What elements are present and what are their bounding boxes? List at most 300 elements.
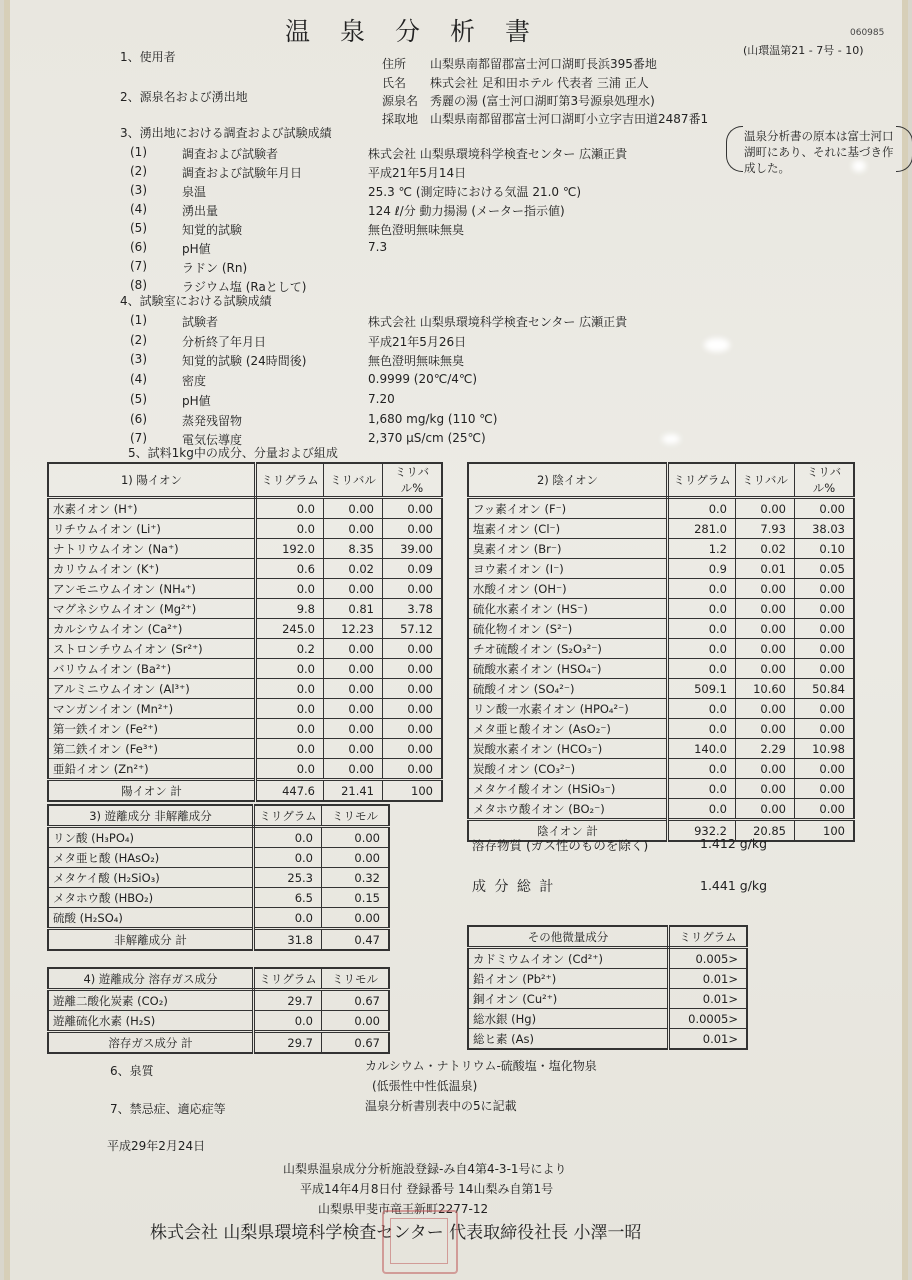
component-value: 245.0 xyxy=(256,619,324,639)
table-row xyxy=(48,599,442,619)
table-row xyxy=(468,948,747,969)
component-name: 塩素イオン (Cl⁻) xyxy=(468,519,668,539)
sec3-list-item-key: 調査および試験年月日 xyxy=(182,166,303,180)
component-value: 0.01> xyxy=(669,1029,748,1050)
component-value: 0.00 xyxy=(736,759,795,779)
table-header-cell: 3) 遊離成分 非解離成分 xyxy=(48,805,254,827)
table-row xyxy=(468,1029,747,1050)
table-header-cell: ミリバル xyxy=(324,463,383,498)
component-name: カリウムイオン (K⁺) xyxy=(48,559,256,579)
total-value: 21.41 xyxy=(324,780,383,802)
component-value: 0.0 xyxy=(668,799,736,820)
component-value: 9.8 xyxy=(256,599,324,619)
sec3-list-item-key: 調査および試験者 xyxy=(182,147,279,161)
component-value: 0.00 xyxy=(383,519,443,539)
dissolved-matter-label: 溶存物質 (ガス性のものを除く) xyxy=(472,838,649,853)
table-row xyxy=(468,699,854,719)
total-label: 陰イオン 計 xyxy=(468,820,668,842)
table-row xyxy=(48,639,442,659)
component-value: 0.09 xyxy=(383,559,443,579)
component-name: ヨウ素イオン (I⁻) xyxy=(468,559,668,579)
trace-components-table xyxy=(467,925,748,1050)
component-name: メタホウ酸イオン (BO₂⁻) xyxy=(468,799,668,820)
table-header-cell: ミリバル% xyxy=(795,463,855,498)
component-value: 1.2 xyxy=(668,539,736,559)
component-name: 硫化水素イオン (HS⁻) xyxy=(468,599,668,619)
table-row xyxy=(48,659,442,679)
component-name: 遊離二酸化炭素 (CO₂) xyxy=(48,990,254,1011)
component-value: 0.0 xyxy=(254,908,322,929)
sec2-label: 2、源泉名および湧出地 xyxy=(120,90,248,104)
total-value: 0.67 xyxy=(322,1032,390,1054)
component-value: 0.00 xyxy=(383,639,443,659)
component-value: 0.00 xyxy=(795,599,855,619)
table-header-cell: ミリモル xyxy=(322,968,390,990)
table-total-row xyxy=(48,780,442,802)
sec3-list-item-val: 平成21年5月14日 xyxy=(368,166,467,180)
table-header-cell: ミリグラム xyxy=(668,463,736,498)
table-row xyxy=(468,579,854,599)
component-value: 0.00 xyxy=(383,699,443,719)
company-seal xyxy=(382,1210,458,1274)
reference-number: (山環温第21 - 7号 - 10) xyxy=(743,44,864,57)
sec3-list-item-no: (2) xyxy=(130,164,147,178)
component-value: 0.00 xyxy=(324,699,383,719)
component-name: 炭酸水素イオン (HCO₃⁻) xyxy=(468,739,668,759)
component-value: 0.00 xyxy=(322,827,390,848)
component-value: 0.15 xyxy=(322,888,390,908)
component-value: 281.0 xyxy=(668,519,736,539)
component-value: 50.84 xyxy=(795,679,855,699)
component-value: 0.0005> xyxy=(669,1009,748,1029)
sec1-name-value: 株式会社 足和田ホテル 代表者 三浦 正人 xyxy=(430,76,649,90)
table-total-row xyxy=(48,929,389,951)
component-value: 0.00 xyxy=(736,498,795,519)
table-header-cell: 1) 陽イオン xyxy=(48,463,256,498)
component-name: リン酸 (H₃PO₄) xyxy=(48,827,254,848)
component-name: 亜鉛イオン (Zn²⁺) xyxy=(48,759,256,780)
table-header-cell: ミリグラム xyxy=(669,926,748,948)
component-value: 140.0 xyxy=(668,739,736,759)
component-value: 8.35 xyxy=(324,539,383,559)
component-value: 509.1 xyxy=(668,679,736,699)
table-header-cell: その他微量成分 xyxy=(468,926,669,948)
sec4-list-item-val: 7.20 xyxy=(368,391,395,406)
table-header-row xyxy=(48,968,389,990)
component-value: 0.0 xyxy=(668,619,736,639)
total-label: 陽イオン 計 xyxy=(48,780,256,802)
table-total-row xyxy=(48,1032,389,1054)
component-name: カルシウムイオン (Ca²⁺) xyxy=(48,619,256,639)
sec4-list-item-val: 株式会社 山梨県環境科学検査センター 広瀬正貴 xyxy=(368,315,628,329)
sec1-address-value: 山梨県南都留郡富士河口湖町長浜395番地 xyxy=(430,57,657,71)
component-value: 0.00 xyxy=(795,719,855,739)
component-value: 0.00 xyxy=(736,579,795,599)
component-value: 0.00 xyxy=(795,639,855,659)
document-number: 060985 xyxy=(850,28,885,38)
component-value: 0.00 xyxy=(795,659,855,679)
table-row xyxy=(48,539,442,559)
sec2-source-key: 源泉名 xyxy=(382,94,419,108)
footer-registration-number: 平成14年4月8日付 登録番号 14山梨み自第1号 xyxy=(300,1182,554,1196)
table-row xyxy=(468,498,854,519)
component-value: 0.0 xyxy=(256,679,324,699)
component-value: 0.0 xyxy=(256,519,324,539)
dissolved-matter-value: 1.412 g/kg xyxy=(700,836,768,851)
component-value: 0.0 xyxy=(668,659,736,679)
component-name: アンモニウムイオン (NH₄⁺) xyxy=(48,579,256,599)
component-name: メタケイ酸イオン (HSiO₃⁻) xyxy=(468,779,668,799)
component-name: 銅イオン (Cu²⁺) xyxy=(468,989,669,1009)
component-name: マンガンイオン (Mn²⁺) xyxy=(48,699,256,719)
component-value: 0.0 xyxy=(254,827,322,848)
component-value: 0.0 xyxy=(668,579,736,599)
sec3-list-item-val: 株式会社 山梨県環境科学検査センター 広瀬正貴 xyxy=(368,147,628,161)
table-row xyxy=(48,888,389,908)
table-header-cell: ミリグラム xyxy=(256,463,324,498)
component-name: 遊離硫化水素 (H₂S) xyxy=(48,1011,254,1032)
table-row xyxy=(468,1009,747,1029)
total-value: 0.47 xyxy=(322,929,390,951)
note-bracket-left xyxy=(726,126,743,172)
table-row xyxy=(48,559,442,579)
component-value: 0.01 xyxy=(736,559,795,579)
table-row xyxy=(468,599,854,619)
table-row xyxy=(468,739,854,759)
sec3-list-item-no: (5) xyxy=(130,221,147,235)
sec4-list-item-key: 蒸発残留物 xyxy=(182,413,243,428)
total-value: 447.6 xyxy=(256,780,324,802)
component-value: 0.00 xyxy=(324,759,383,780)
component-value: 0.0 xyxy=(668,639,736,659)
component-value: 0.00 xyxy=(324,719,383,739)
table-row xyxy=(468,619,854,639)
table-header-row xyxy=(48,805,389,827)
component-value: 0.00 xyxy=(795,699,855,719)
table-row xyxy=(48,498,442,519)
component-value: 0.00 xyxy=(736,599,795,619)
table-row xyxy=(468,559,854,579)
sec3-list-item-no: (7) xyxy=(130,259,147,273)
component-value: 0.0 xyxy=(256,659,324,679)
sec4-list-item-no: (7) xyxy=(130,431,147,446)
sec3-list-item-no: (3) xyxy=(130,183,147,197)
sec3-list-item-val: 124 ℓ/分 動力揚湯 (メーター指示値) xyxy=(368,204,565,218)
component-value: 0.00 xyxy=(324,498,383,519)
component-value: 57.12 xyxy=(383,619,443,639)
component-value: 39.00 xyxy=(383,539,443,559)
component-value: 10.60 xyxy=(736,679,795,699)
sec3-list-item-key: 泉温 xyxy=(182,185,207,199)
note-bracket-right xyxy=(896,126,912,172)
table-row xyxy=(468,779,854,799)
total-value: 100 xyxy=(795,820,855,842)
total-label: 非解離成分 計 xyxy=(48,929,254,951)
sec4-list-item-no: (6) xyxy=(130,411,147,426)
component-value: 0.0 xyxy=(256,579,324,599)
component-value: 0.00 xyxy=(383,759,443,780)
total-components-value: 1.441 g/kg xyxy=(700,878,768,893)
component-name: カドミウムイオン (Cd²⁺) xyxy=(468,948,669,969)
sec2-source-value: 秀麗の湯 (富士河口湖町第3号源泉処理水) xyxy=(430,94,655,108)
table-row xyxy=(48,619,442,639)
component-value: 0.00 xyxy=(324,579,383,599)
component-value: 0.00 xyxy=(736,619,795,639)
component-value: 0.0 xyxy=(256,759,324,780)
component-value: 0.0 xyxy=(668,699,736,719)
component-name: メタホウ酸 (HBO₂) xyxy=(48,888,254,908)
component-name: 炭酸イオン (CO₃²⁻) xyxy=(468,759,668,779)
component-value: 0.6 xyxy=(256,559,324,579)
component-value: 0.05 xyxy=(795,559,855,579)
component-name: 臭素イオン (Br⁻) xyxy=(468,539,668,559)
footer-address: 山梨県甲斐市竜王新町2277-12 xyxy=(318,1202,489,1216)
component-value: 29.7 xyxy=(254,990,322,1011)
sec3-list-item-no: (6) xyxy=(130,240,147,254)
component-name: チオ硫酸イオン (S₂O₃²⁻) xyxy=(468,639,668,659)
sec3-list-item-val: 無色澄明無味無臭 xyxy=(368,223,465,237)
light-glare xyxy=(662,434,680,444)
table-row xyxy=(468,759,854,779)
spring-quality-value: カルシウム・ナトリウム-硫酸塩・塩化物泉 xyxy=(365,1059,597,1073)
table-row xyxy=(48,1011,389,1032)
component-value: 0.00 xyxy=(322,1011,390,1032)
table-row xyxy=(468,519,854,539)
component-name: 硫酸イオン (SO₄²⁻) xyxy=(468,679,668,699)
table-header-row xyxy=(468,463,854,498)
table-row xyxy=(48,699,442,719)
component-name: メタ亜ヒ酸 (HAsO₂) xyxy=(48,848,254,868)
sec4-list-item-key: 分析終了年月日 xyxy=(182,334,267,349)
component-value: 0.00 xyxy=(795,579,855,599)
spring-quality-sub: (低張性中性低温泉) xyxy=(372,1079,478,1093)
sec3-list-item-key: ラドン (Rn) xyxy=(182,261,248,275)
sec3-list-item-key: ラジウム塩 (Raとして) xyxy=(182,280,307,294)
component-value: 0.0 xyxy=(668,779,736,799)
component-name: 鉛イオン (Pb²⁺) xyxy=(468,969,669,989)
component-value: 0.00 xyxy=(322,908,390,929)
component-value: 0.02 xyxy=(324,559,383,579)
component-value: 7.93 xyxy=(736,519,795,539)
sec6-label: 6、泉質 xyxy=(110,1064,154,1078)
component-name: 第二鉄イオン (Fe³⁺) xyxy=(48,739,256,759)
table-row xyxy=(468,719,854,739)
component-value: 0.0 xyxy=(256,699,324,719)
table-row xyxy=(48,679,442,699)
table-header-cell: ミリバル xyxy=(736,463,795,498)
component-value: 0.2 xyxy=(256,639,324,659)
component-value: 0.00 xyxy=(736,659,795,679)
total-value: 20.85 xyxy=(736,820,795,842)
component-name: ナトリウムイオン (Na⁺) xyxy=(48,539,256,559)
sec4-list-item-key: 知覚的試験 (24時間後) xyxy=(182,354,307,369)
dissolved-gas-table xyxy=(47,967,390,1054)
table-row xyxy=(48,739,442,759)
component-name: リチウムイオン (Li⁺) xyxy=(48,519,256,539)
footer-registration: 山梨県温泉成分分析施設登録-み自4第4-3-1号により xyxy=(283,1162,567,1176)
component-name: リン酸一水素イオン (HPO₄²⁻) xyxy=(468,699,668,719)
sec1-address-key: 住所 xyxy=(382,57,407,71)
component-value: 0.0 xyxy=(254,848,322,868)
sec4-list-item-no: (3) xyxy=(130,352,147,367)
sec4-list-item-key: 密度 xyxy=(182,374,207,389)
component-value: 0.02 xyxy=(736,539,795,559)
component-value: 0.00 xyxy=(736,779,795,799)
component-name: メタ亜ヒ酸イオン (AsO₂⁻) xyxy=(468,719,668,739)
component-value: 0.00 xyxy=(324,659,383,679)
component-value: 0.00 xyxy=(736,799,795,820)
total-value: 31.8 xyxy=(254,929,322,951)
component-value: 12.23 xyxy=(324,619,383,639)
component-value: 3.78 xyxy=(383,599,443,619)
component-value: 6.5 xyxy=(254,888,322,908)
component-name: 硫酸水素イオン (HSO₄⁻) xyxy=(468,659,668,679)
component-value: 0.00 xyxy=(324,639,383,659)
component-value: 0.00 xyxy=(324,739,383,759)
sec4-list-item-key: 試験者 xyxy=(182,315,219,329)
component-value: 0.00 xyxy=(383,739,443,759)
component-value: 25.3 xyxy=(254,868,322,888)
table-header-cell: 4) 遊離成分 溶存ガス成分 xyxy=(48,968,254,990)
original-note xyxy=(718,124,912,174)
table-row xyxy=(48,579,442,599)
component-value: 0.00 xyxy=(324,679,383,699)
component-value: 0.0 xyxy=(254,1011,322,1032)
cation-table xyxy=(47,462,443,802)
sec4-list-item-no: (1) xyxy=(130,313,147,327)
document-sheet xyxy=(4,0,908,1280)
original-note-text: 温泉分析書の原本は富士河口湖町にあり、それに基づき作成した。 xyxy=(744,129,894,175)
sec3-list-item-no: (4) xyxy=(130,202,147,216)
component-value: 0.00 xyxy=(795,799,855,820)
table-row xyxy=(48,827,389,848)
component-value: 0.10 xyxy=(795,539,855,559)
component-name: 硫酸 (H₂SO₄) xyxy=(48,908,254,929)
document-title: 温泉分析書 xyxy=(285,17,561,46)
component-value: 0.81 xyxy=(324,599,383,619)
non-dissociated-table xyxy=(47,804,390,951)
component-value: 0.00 xyxy=(383,498,443,519)
total-value: 29.7 xyxy=(254,1032,322,1054)
component-name: バリウムイオン (Ba²⁺) xyxy=(48,659,256,679)
total-value: 932.2 xyxy=(668,820,736,842)
component-value: 0.00 xyxy=(324,519,383,539)
table-header-cell: ミリグラム xyxy=(254,805,322,827)
component-name: 硫化物イオン (S²⁻) xyxy=(468,619,668,639)
component-value: 0.0 xyxy=(668,719,736,739)
component-value: 0.0 xyxy=(256,719,324,739)
sec4-list-item-key: pH値 xyxy=(182,393,211,408)
component-value: 0.00 xyxy=(322,848,390,868)
component-value: 192.0 xyxy=(256,539,324,559)
component-name: 水酸イオン (OH⁻) xyxy=(468,579,668,599)
component-value: 0.005> xyxy=(669,948,748,969)
component-value: 0.0 xyxy=(256,498,324,519)
sec3-list-item-key: pH値 xyxy=(182,242,211,256)
sec3-list-item-val: 25.3 ℃ (測定時における気温 21.0 ℃) xyxy=(368,185,582,199)
component-name: メタケイ酸 (H₂SiO₃) xyxy=(48,868,254,888)
total-value: 100 xyxy=(383,780,443,802)
sec4-list-item-val: 無色澄明無味無臭 xyxy=(368,354,465,369)
component-value: 0.32 xyxy=(322,868,390,888)
sec7-value: 温泉分析書別表中の5に記載 xyxy=(365,1099,517,1113)
table-row xyxy=(48,848,389,868)
component-value: 0.00 xyxy=(383,579,443,599)
table-row xyxy=(468,679,854,699)
component-name: 第一鉄イオン (Fe²⁺) xyxy=(48,719,256,739)
component-value: 0.9 xyxy=(668,559,736,579)
light-glare xyxy=(704,338,730,352)
component-value: 0.00 xyxy=(383,659,443,679)
component-value: 0.01> xyxy=(669,989,748,1009)
anion-table xyxy=(467,462,855,842)
component-value: 0.01> xyxy=(669,969,748,989)
table-row xyxy=(468,659,854,679)
total-components-label: 成 分 総 計 xyxy=(472,879,556,895)
sec7-label: 7、禁忌症、適応症等 xyxy=(110,1102,226,1116)
component-value: 0.00 xyxy=(795,779,855,799)
table-row xyxy=(48,759,442,780)
component-value: 0.00 xyxy=(736,719,795,739)
component-value: 0.0 xyxy=(256,739,324,759)
component-value: 0.00 xyxy=(383,679,443,699)
table-row xyxy=(468,989,747,1009)
sec3-list-item-no: (1) xyxy=(130,145,147,159)
table-row xyxy=(468,969,747,989)
component-value: 0.0 xyxy=(668,599,736,619)
component-name: マグネシウムイオン (Mg²⁺) xyxy=(48,599,256,619)
component-value: 38.03 xyxy=(795,519,855,539)
table-row xyxy=(48,990,389,1011)
component-value: 0.00 xyxy=(736,639,795,659)
table-header-cell: ミリグラム xyxy=(254,968,322,990)
component-value: 0.00 xyxy=(795,498,855,519)
sec3-list-item-key: 知覚的試験 xyxy=(182,223,243,237)
footer-company: 株式会社 山梨県環境科学検査センター 代表取締役社長 小澤一昭 xyxy=(150,1223,642,1243)
component-name: 総ヒ素 (As) xyxy=(468,1029,669,1050)
sec5-label: 5、試料1kg中の成分、分量および組成 xyxy=(128,446,338,460)
sec4-list-item-val: 平成21年5月26日 xyxy=(368,334,467,349)
component-value: 2.29 xyxy=(736,739,795,759)
sec4-list-item-no: (5) xyxy=(130,391,147,406)
component-value: 10.98 xyxy=(795,739,855,759)
sec4-list-item-key: 電気伝導度 xyxy=(182,433,243,448)
component-value: 0.00 xyxy=(736,699,795,719)
component-name: フッ素イオン (F⁻) xyxy=(468,498,668,519)
table-header-row xyxy=(468,926,747,948)
component-name: 総水銀 (Hg) xyxy=(468,1009,669,1029)
table-header-cell: ミリバル% xyxy=(383,463,443,498)
sec4-list-item-val: 0.9999 (20℃/4℃) xyxy=(368,372,478,387)
sec3-list-item-key: 湧出量 xyxy=(182,204,219,218)
component-value: 0.0 xyxy=(668,759,736,779)
light-glare xyxy=(852,160,866,172)
sec4-label: 4、試験室における試験成績 xyxy=(120,294,272,308)
component-name: ストロンチウムイオン (Sr²⁺) xyxy=(48,639,256,659)
sec3-label: 3、湧出地における調査および試験成績 xyxy=(120,126,332,140)
sec4-list-item-no: (4) xyxy=(130,372,147,387)
sec4-list-item-no: (2) xyxy=(130,332,147,347)
component-value: 0.00 xyxy=(795,619,855,639)
issue-date: 平成29年2月24日 xyxy=(107,1139,206,1153)
sec3-list-item-no: (8) xyxy=(130,278,147,292)
table-row xyxy=(468,639,854,659)
sec1-name-key: 氏名 xyxy=(382,76,407,90)
sec4-list-item-val: 2,370 μS/cm (25℃) xyxy=(368,431,486,446)
component-value: 0.00 xyxy=(795,759,855,779)
table-row xyxy=(468,799,854,820)
sec4-list-item-val: 1,680 mg/kg (110 ℃) xyxy=(368,411,498,426)
